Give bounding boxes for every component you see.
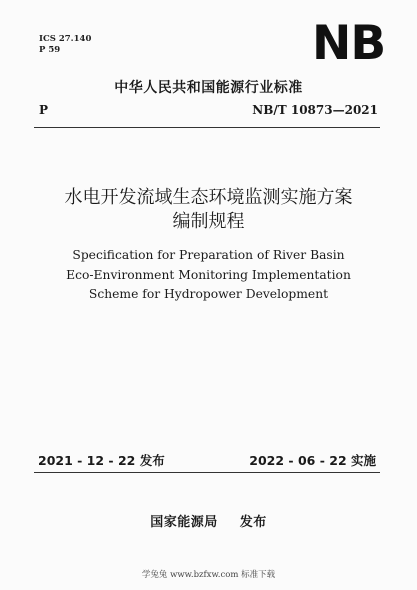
publisher-name: 国家能源局 bbox=[150, 515, 218, 530]
classification-codes bbox=[39, 34, 91, 56]
standard-number: NB/T 10873—2021 bbox=[252, 103, 378, 117]
issue-date: 2021 - 12 - 22 发布 bbox=[38, 453, 165, 468]
watermark-text: 学兔兔 www.bzfxw.com 标准下载 bbox=[141, 570, 276, 580]
implementation-date: 2022 - 06 - 22 实施 bbox=[249, 453, 376, 468]
chinese-title-line: 水电开发流域生态环境监测实施方案 bbox=[64, 187, 353, 208]
bottom-divider bbox=[34, 472, 380, 473]
publisher bbox=[0, 511, 417, 530]
ics-code: ICS 27.140 bbox=[39, 34, 92, 44]
english-title-line: Scheme for Hydropower Development bbox=[88, 287, 329, 301]
english-title-line: Eco-Environment Monitoring Implementation bbox=[66, 267, 351, 282]
ccs-code: P 59 bbox=[39, 45, 61, 55]
publisher-action: 发布 bbox=[239, 515, 267, 530]
chinese-title-line: 编制规程 bbox=[172, 211, 245, 232]
english-title bbox=[0, 246, 417, 305]
english-title-line: Specification for Preparation of River Basin bbox=[72, 248, 345, 262]
chinese-title bbox=[0, 186, 417, 234]
nb-logo: NB bbox=[312, 16, 386, 71]
top-divider bbox=[34, 127, 380, 128]
category-letter: P bbox=[39, 103, 49, 117]
industry-standard-heading: 中华人民共和国能源行业标准 bbox=[114, 80, 303, 96]
